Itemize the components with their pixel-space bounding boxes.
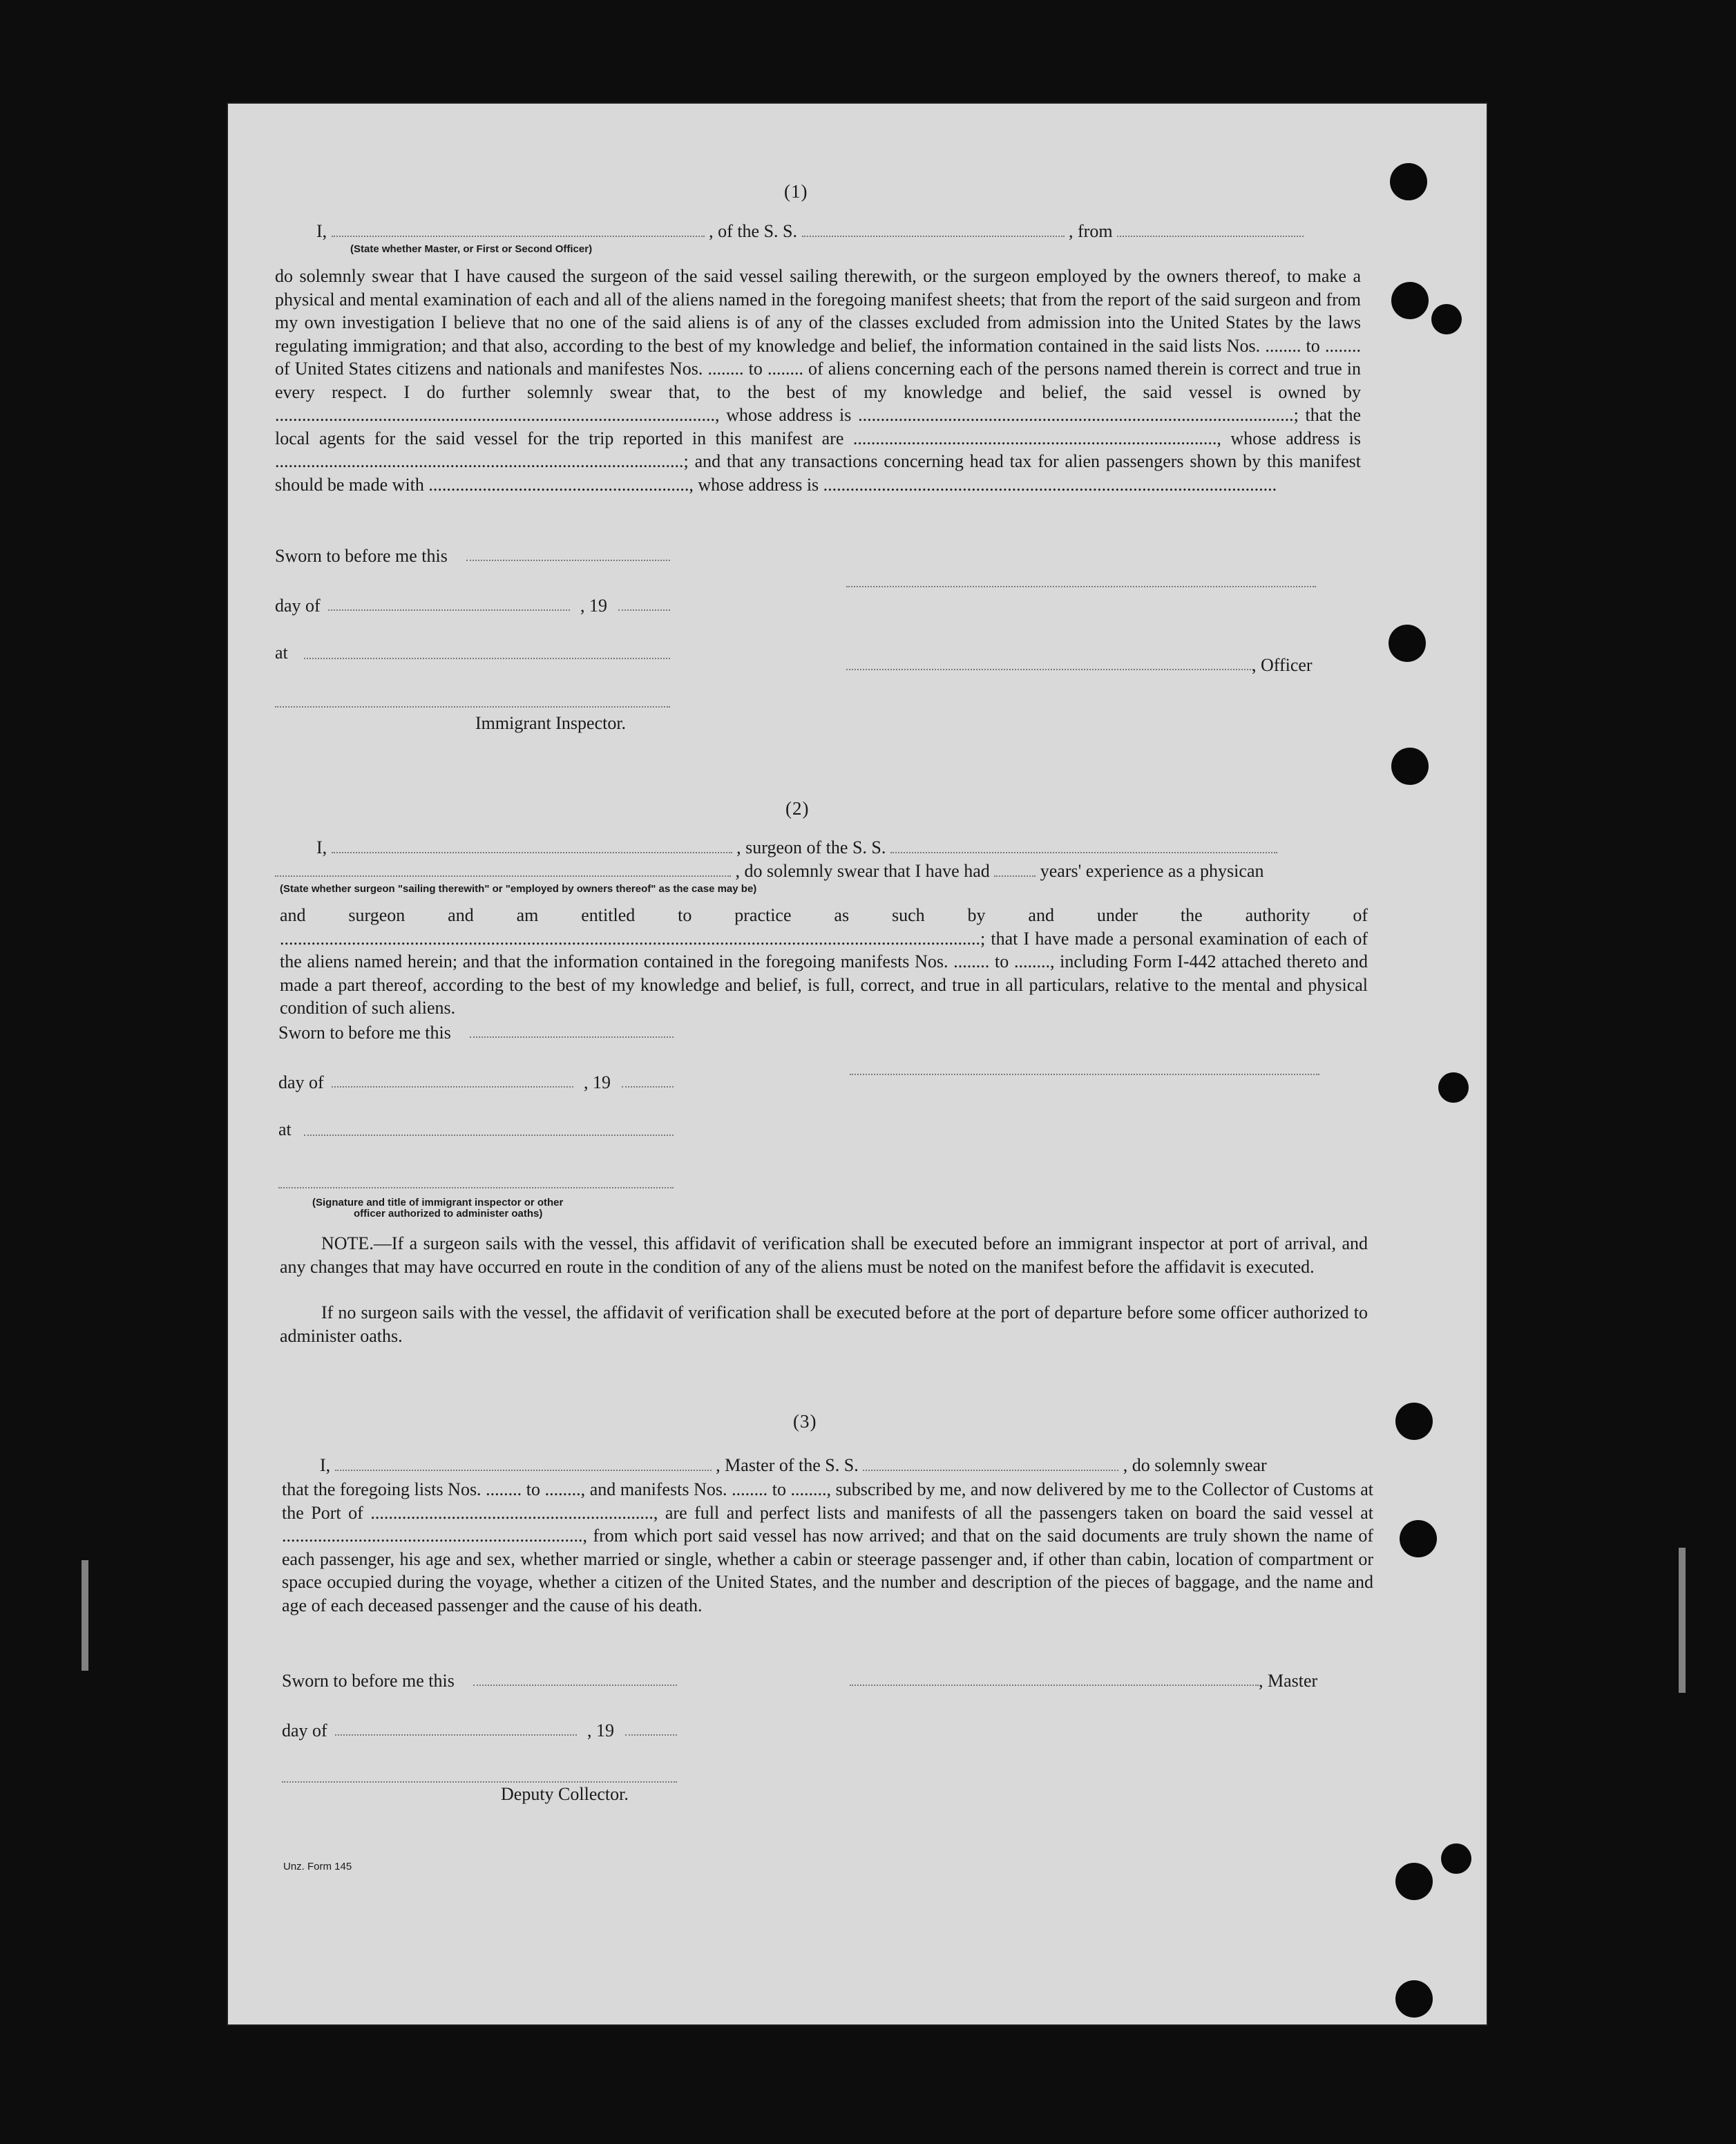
manifest-sheet: [228, 104, 1487, 2024]
section-2-sworn-field[interactable]: [470, 1036, 674, 1038]
officer-name-field[interactable]: [332, 223, 705, 237]
section-2-at-label: at: [278, 1119, 292, 1139]
section-2-signature-note-1: (Signature and title of immigrant inspector or other: [312, 1197, 564, 1208]
section-3-master-field[interactable]: [850, 1685, 1259, 1686]
section-3-master-label: , Master: [1259, 1671, 1318, 1691]
label-master-ss: , Master of the S. S.: [716, 1455, 859, 1475]
section-1-day-label: day of: [275, 596, 321, 616]
label-surgeon-ss: , surgeon of the S. S.: [736, 837, 886, 857]
section-1-at-field[interactable]: [304, 658, 670, 659]
years-field[interactable]: [994, 863, 1036, 877]
binder-hole: [1395, 1863, 1433, 1900]
binder-hole: [1389, 625, 1426, 662]
section-3-sworn-label: Sworn to before me this: [282, 1671, 455, 1691]
section-2-note-paragraph-2: If no surgeon sails with the vessel, the affidavit of verification shall be executed before at the port of departure before some officer authorized to administer oaths.: [280, 1302, 1368, 1346]
surgeon-status-note: (State whether surgeon "sailing therewith" or "employed by owners thereof" as the case may be): [280, 883, 757, 895]
section-2-second-line: [275, 861, 1366, 882]
label-i: I,: [316, 221, 327, 241]
section-3-year-label: , 19: [587, 1720, 614, 1740]
binder-hole: [1395, 1403, 1433, 1440]
film-edge-mark: [1679, 1548, 1686, 1693]
label-swear: , do solemnly swear that I have had: [735, 861, 990, 881]
section-2-heading: (2): [785, 798, 810, 819]
section-3-year-field[interactable]: [625, 1734, 677, 1736]
binder-hole: [1391, 748, 1429, 785]
binder-hole: [1438, 1072, 1469, 1103]
section-3-oath-text: that the foregoing lists Nos. ........ to ........, and manifests Nos. ........ to ........, subscribed by me, and now delivered by me to the Collector of Customs at the Port of ..............................................................., are full and perfect lists and manifests of all the passengers taken on board the said vessel at ..................................................................., from which port said vessel has now arrived; and that on the said documents are truly shown the name of each passenger, his age and sex, whether married or single, whether a cabin or steerage passenger and, if other than cabin, location of compartment or space occupied during the voyage, whether a citizen of the United States, and the number and description of the pieces of baggage, and the name and age of each deceased passenger and the cause of his death.: [282, 1479, 1373, 1615]
vessel-name-field[interactable]: [863, 1457, 1118, 1471]
section-1-officer-field[interactable]: [846, 669, 1254, 670]
section-2-inspector-field[interactable]: [278, 1187, 674, 1188]
binder-hole: [1441, 1843, 1471, 1874]
officer-role-note: (State whether Master, or First or Second Officer): [350, 243, 593, 255]
binder-hole: [1391, 282, 1429, 319]
section-2-signature-note-2: officer authorized to administer oaths): [354, 1208, 543, 1220]
label-of-ss: , of the S. S.: [709, 221, 798, 241]
label-i: I,: [320, 1455, 331, 1475]
section-2-oath-text: and surgeon and am entitled to practice as such by and under the authority of ............................................................................................................................................................; that I have made a personal examination of each of the aliens named herein; and that the information contained in the foregoing manifests Nos. ........ to ........, including Form I-442 attached thereto and made a part thereof, according to the best of my knowledge and belief, is full, correct, and true in all particulars, relative to the mental and physical condition of such aliens.: [280, 905, 1368, 1018]
section-1-at-label: at: [275, 643, 288, 663]
section-1-first-line: [316, 221, 1360, 242]
section-2-day-label: day of: [278, 1072, 324, 1092]
label-swear: , do solemnly swear: [1123, 1455, 1267, 1475]
section-1-oath-text: do solemnly swear that I have caused the surgeon of the said vessel sailing therewith, or the surgeon employed by the owners thereof, to make a physical and mental examination of each and all of the aliens named in the foregoing manifest sheets; that from the report of the said surgeon and from my own investigation I believe that no one of the said aliens is of any of the classes excluded from admission into the United States by the laws regulating immigration; and that also, according to the best of my knowledge and belief, the information contained in the said lists Nos. ........ to ........ of United States citizens and nationals and manifestes Nos. ........ to ........ of aliens concerning each of the persons named therein is correct and true in every respect. I do further solemnly swear that, to the best of my knowledge and belief, the said vessel is owned by .................................................................................................., whose address is .................................................................................................; that the local agents for the said vessel for the trip reported in this manifest are ................................................................................., whose address is ...........................................................................................; and that any transactions concerning head tax for alien passengers shown by this manifest should be made with .........................................................., whose address is .....................................................................................................: [275, 266, 1361, 495]
section-3-day-field[interactable]: [335, 1734, 577, 1736]
section-1-sworn-field[interactable]: [466, 560, 670, 561]
binder-hole: [1395, 1980, 1433, 2018]
section-2-note-paragraph: NOTE.—If a surgeon sails with the vessel, this affidavit of verification shall be executed before an immigrant inspector at port of arrival, and any changes that may have occurred en route in the condition of any of the aliens must be noted on the manifest before the affidavit is executed.: [280, 1233, 1368, 1277]
section-3-day-label: day of: [282, 1720, 327, 1740]
port-from-field[interactable]: [1117, 223, 1304, 237]
section-1-sworn-label: Sworn to before me this: [275, 546, 448, 566]
section-2-day-field[interactable]: [332, 1086, 573, 1088]
section-1-year-field[interactable]: [618, 609, 670, 611]
label-from: , from: [1069, 221, 1113, 241]
section-1-inspector-label: Immigrant Inspector.: [475, 713, 627, 733]
section-2-year-label: , 19: [584, 1072, 611, 1092]
binder-hole: [1390, 163, 1427, 200]
vessel-name-field[interactable]: [802, 223, 1065, 237]
section-2-at-field[interactable]: [304, 1135, 674, 1136]
section-1-inspector-field[interactable]: [275, 706, 670, 708]
form-number: Unz. Form 145: [283, 1861, 352, 1872]
master-name-field[interactable]: [335, 1457, 712, 1471]
section-2-signature-line[interactable]: [850, 1074, 1319, 1075]
section-2-first-line: [316, 837, 1366, 858]
section-2-year-field[interactable]: [622, 1086, 674, 1088]
surgeon-name-field[interactable]: [332, 839, 732, 853]
vessel-name-field[interactable]: [890, 839, 1277, 853]
section-1-heading: (1): [784, 181, 808, 202]
section-1-year-label: , 19: [580, 596, 607, 616]
section-3-first-line: [320, 1455, 1370, 1476]
section-2-sworn-label: Sworn to before me this: [278, 1023, 451, 1043]
section-1-officer-label: , Officer: [1252, 655, 1313, 675]
section-3-deputy-field[interactable]: [282, 1781, 677, 1783]
binder-hole: [1431, 304, 1462, 334]
binder-hole: [1400, 1520, 1437, 1557]
section-1-signature-line[interactable]: [846, 586, 1316, 587]
section-3-sworn-field[interactable]: [473, 1685, 677, 1686]
film-edge-mark: [82, 1560, 88, 1671]
surgeon-status-field[interactable]: [275, 863, 731, 877]
label-years: years' experience as a physican: [1040, 861, 1264, 881]
label-i: I,: [316, 837, 327, 857]
section-3-deputy-label: Deputy Collector.: [501, 1784, 629, 1804]
section-3-heading: (3): [793, 1411, 817, 1432]
section-1-day-field[interactable]: [328, 609, 570, 611]
